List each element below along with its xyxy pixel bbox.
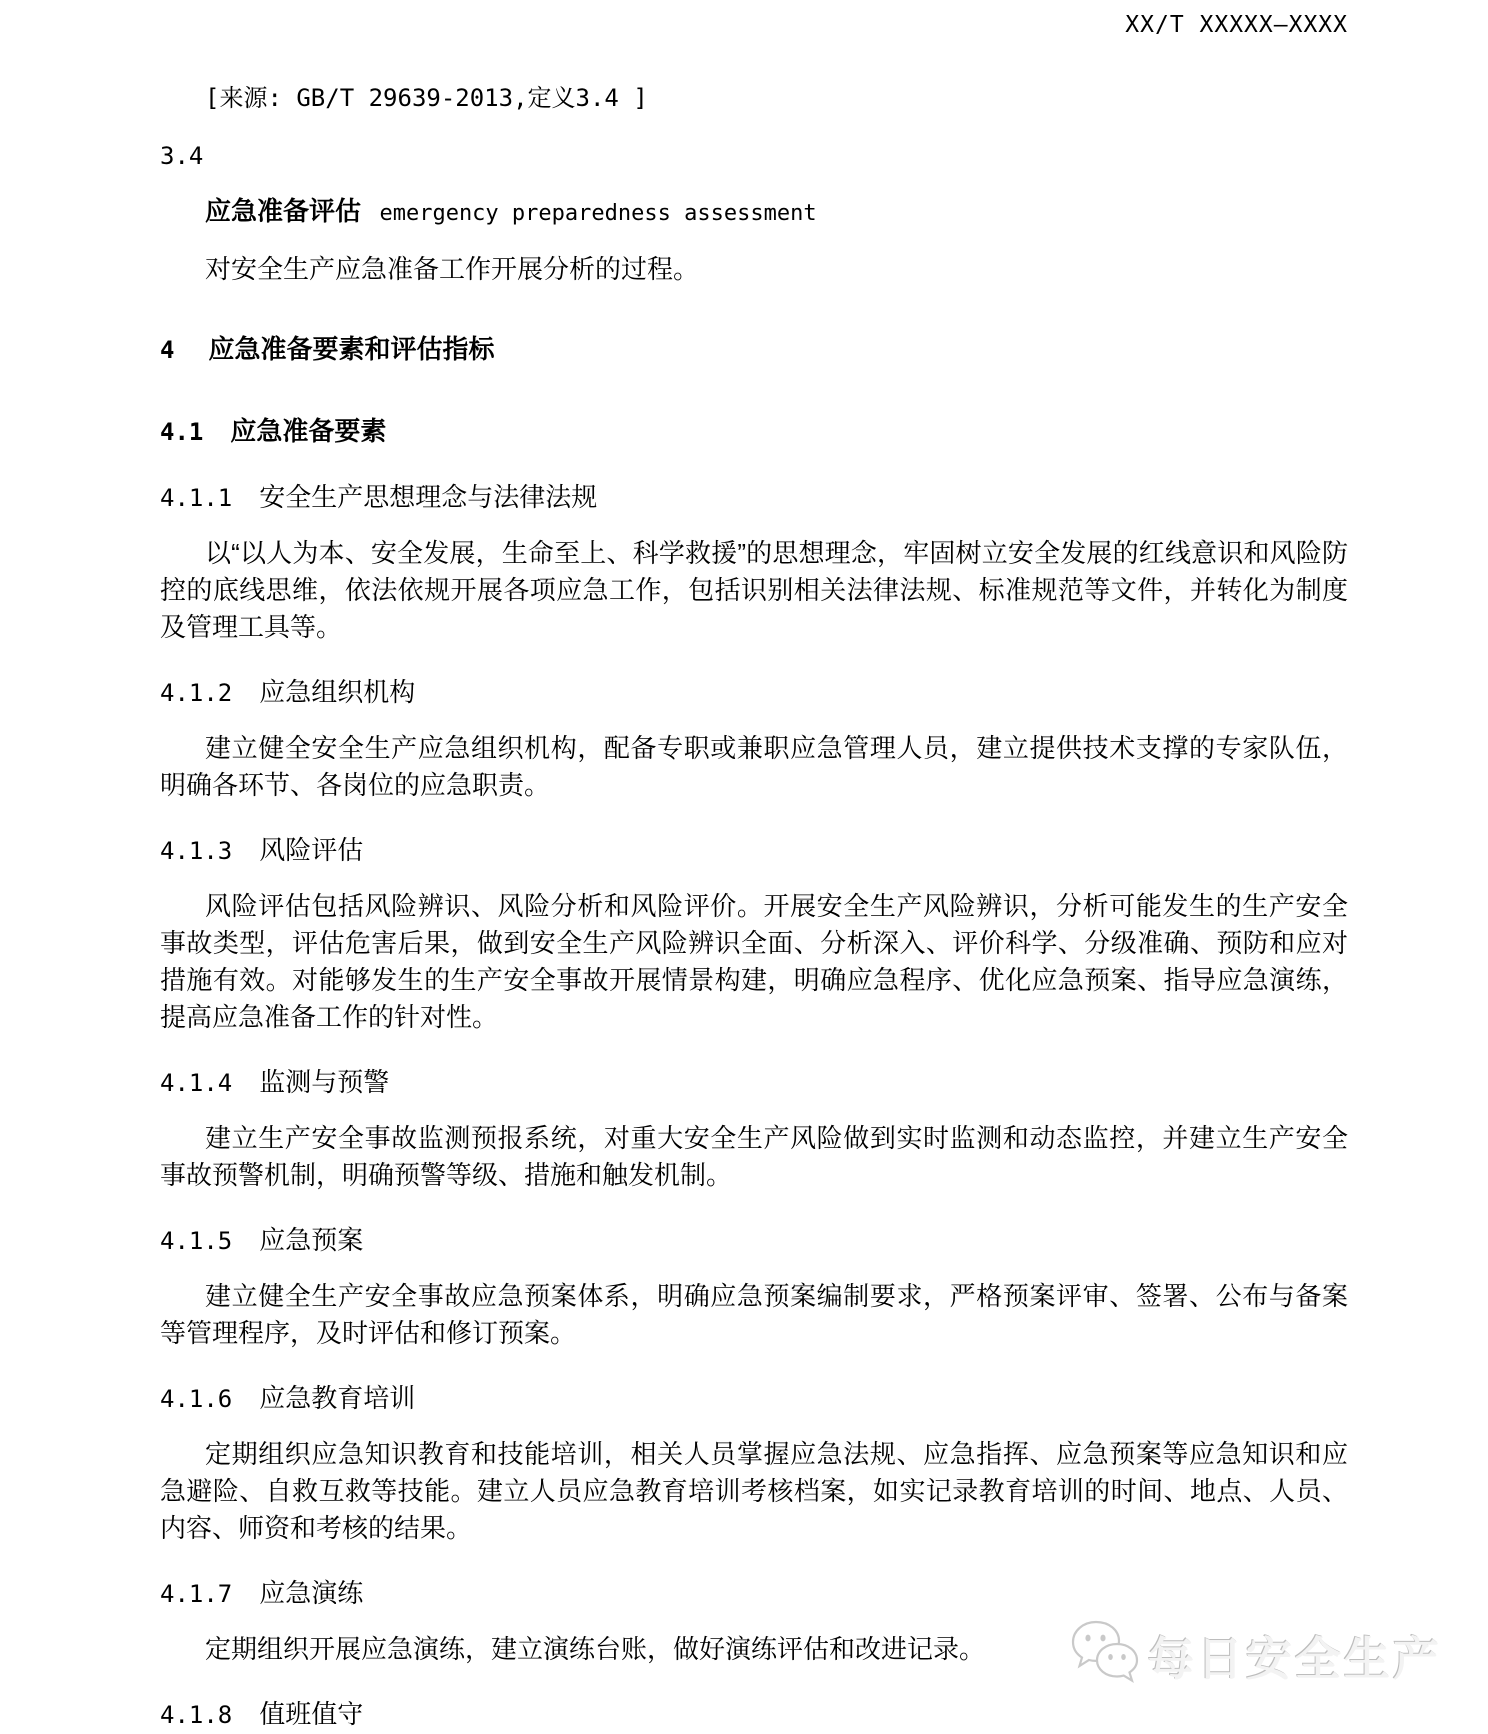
wechat-icon <box>1068 1619 1140 1692</box>
section-heading-4.1.3 <box>160 832 1348 870</box>
section-heading-4.1 <box>160 413 1348 451</box>
section-title: 应急教育培训 <box>259 1383 416 1413</box>
paragraph: 建立生产安全事故监测预报系统，对重大安全生产风险做到实时监测和动态监控，并建立生产安全事故预警机制，明确预警等级、措施和触发机制。 <box>160 1123 1348 1190</box>
paragraph: 风险评估包括风险辨识、风险分析和风险评价。开展安全生产风险辨识，分析可能发生的生产安全事故类型，评估危害后果，做到安全生产风险辨识全面、分析深入、评价科学、分级准确、预防和应对措施有效。对能够发生的生产安全事故开展情景构建，明确应急程序、优化应急预案、指导应急演练，提高应急准备工作的针对性。 <box>160 891 1348 1032</box>
term-definition: 对安全生产应急准备工作开展分析的过程。 <box>205 254 700 284</box>
section-title: 应急演练 <box>259 1578 364 1608</box>
section-heading-4.1.5 <box>160 1222 1348 1260</box>
section-title: 风险评估 <box>259 835 364 865</box>
paragraph: 建立健全安全生产应急组织机构，配备专职或兼职应急管理人员，建立提供技术支撑的专家队伍，明确各环节、各岗位的应急职责。 <box>160 733 1348 800</box>
source-note: [来源: GB/T 29639-2013,定义3.4 ] <box>205 84 648 112</box>
paragraph: 定期组织应急知识教育和技能培训，相关人员掌握应急法规、应急指挥、应急预案等应急知识和应急避险、自救互救等技能。建立人员应急教育培训考核档案，如实记录教育培训的时间、地点、人员、内容、师资和考核的结果。 <box>160 1439 1348 1543</box>
section-heading-4.1.8 <box>160 1696 1348 1734</box>
section-number: 4.1.4 <box>160 1069 233 1097</box>
term-title-zh: 应急准备评估 <box>205 196 362 226</box>
section-title: 监测与预警 <box>259 1067 390 1097</box>
watermark-label: 每日安全生产 <box>1148 1632 1442 1685</box>
doc-code: XX/T XXXXX—XXXX <box>1125 12 1348 38</box>
section-heading-4.1.1 <box>160 479 1348 517</box>
section-heading-4 <box>160 331 1348 369</box>
section-number: 4 <box>160 336 175 364</box>
section-number: 4.1 <box>160 418 204 446</box>
section-heading-4.1.2 <box>160 674 1348 712</box>
section-title: 应急准备要素 <box>230 416 387 446</box>
section-heading-4.1.6 <box>160 1380 1348 1418</box>
term-line <box>160 193 1348 234</box>
section-number: 4.1.8 <box>160 1701 233 1729</box>
section-number: 4.1.6 <box>160 1385 233 1413</box>
section-number: 4.1.1 <box>160 484 233 512</box>
sections-container <box>160 331 1348 1734</box>
section-number: 4.1.3 <box>160 837 233 865</box>
paragraph: 以“以人为本、安全发展，生命至上、科学救援”的思想理念，牢固树立安全发展的红线意识和风险防控的底线思维，依法依规开展各项应急工作，包括识别相关法律法规、标准规范等文件，并转化为制度及管理工具等。 <box>160 538 1348 642</box>
section-title: 应急准备要素和评估指标 <box>208 334 495 364</box>
term-number: 3.4 <box>160 142 204 170</box>
section-title: 安全生产思想理念与法律法规 <box>259 482 598 512</box>
term-title-en: emergency preparedness assessment <box>379 201 817 226</box>
section-number: 4.1.5 <box>160 1227 233 1255</box>
section-number: 4.1.7 <box>160 1580 233 1608</box>
watermark <box>1068 1619 1442 1692</box>
section-heading-4.1.4 <box>160 1064 1348 1102</box>
section-number: 4.1.2 <box>160 679 233 707</box>
section-title: 应急预案 <box>259 1225 364 1255</box>
section-title: 应急组织机构 <box>259 677 416 707</box>
paragraph: 定期组织开展应急演练，建立演练台账，做好演练评估和改进记录。 <box>205 1634 986 1664</box>
section-title: 值班值守 <box>259 1699 364 1729</box>
section-heading-4.1.7 <box>160 1575 1348 1613</box>
paragraph: 建立健全生产安全事故应急预案体系，明确应急预案编制要求，严格预案评审、签署、公布与备案等管理程序，及时评估和修订预案。 <box>160 1281 1348 1348</box>
